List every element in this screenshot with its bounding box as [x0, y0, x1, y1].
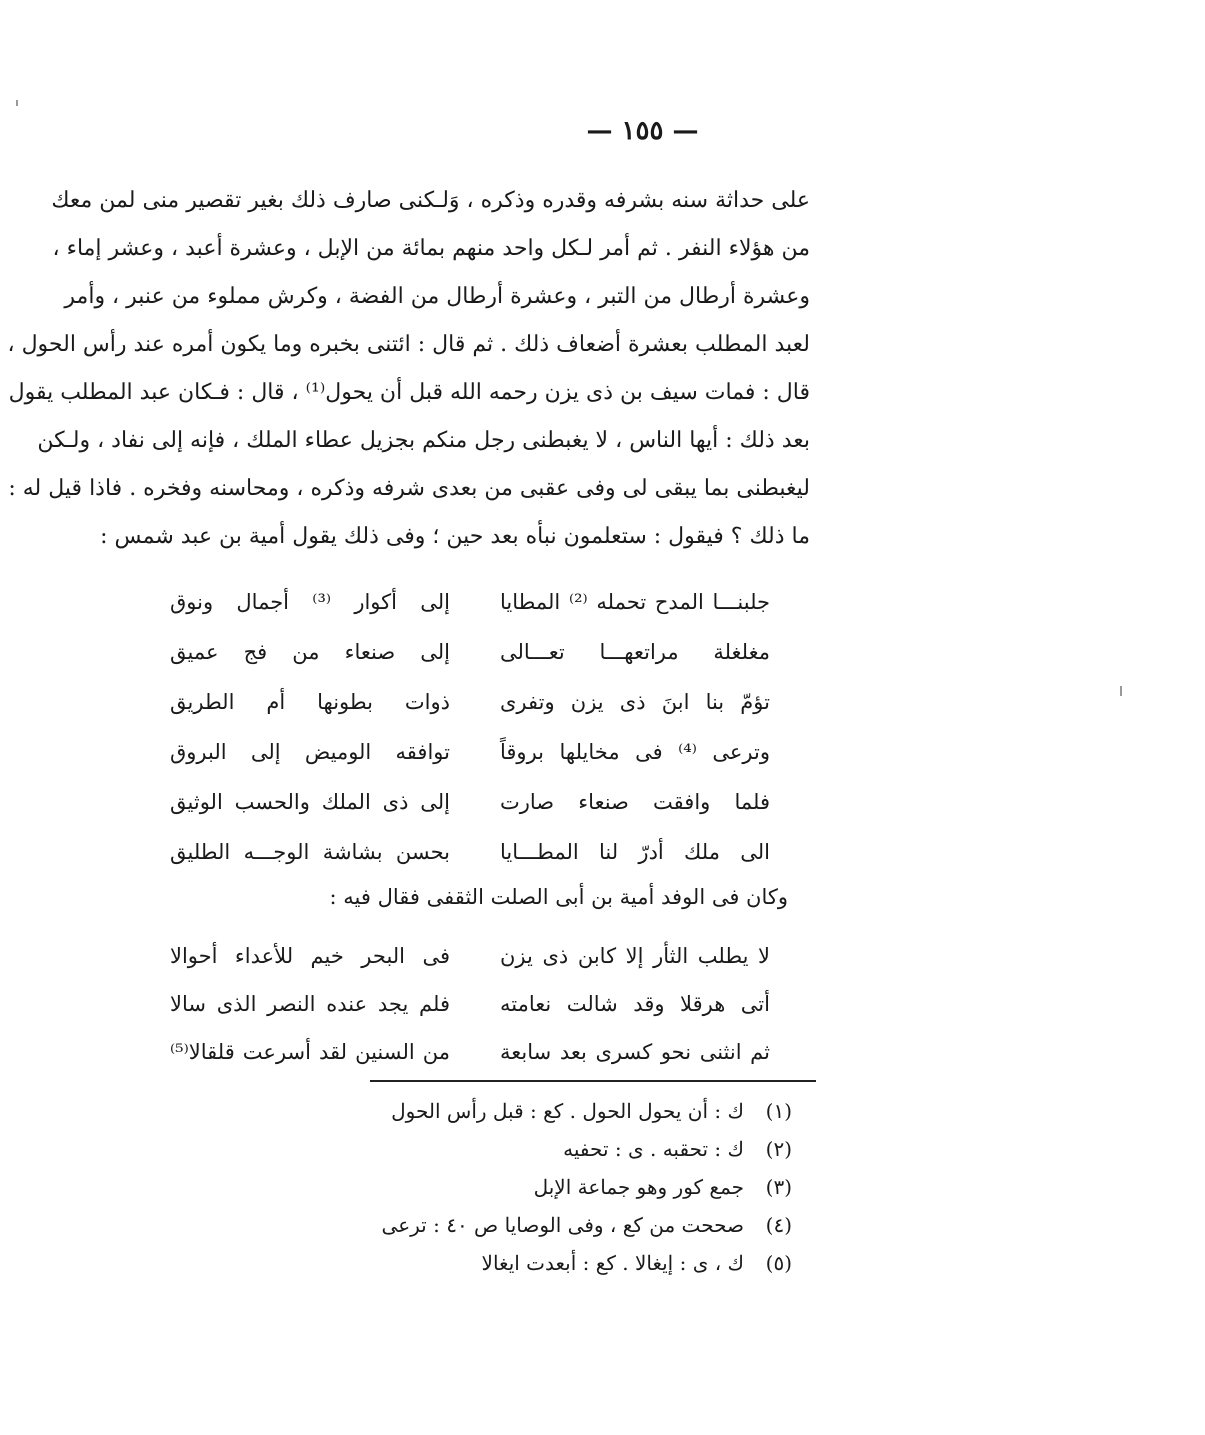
verse-first-hemistich: تؤمّ بنا ابنَ ذى يزن وتفرى: [500, 690, 770, 714]
footnote: [360, 1248, 792, 1278]
footnote-text: ك : أن يحول الحول . كع : قبل رأس الحول: [391, 1099, 744, 1123]
footnote-marker: (٢): [765, 1137, 792, 1161]
verse-first-hemistich: جلبنـــا المدح تحمله ⁽²⁾ المطايا: [500, 590, 771, 614]
verse: [170, 836, 770, 868]
verse: [170, 1036, 770, 1068]
poem-two-intro: وكان فى الوفد أمية بن أبى الصلت الثقفى فقال فيه :: [329, 885, 788, 909]
verse: [170, 786, 770, 818]
verse-second-hemistich: فلم يجد عنده النصر الذى سالا: [170, 992, 450, 1016]
page-number: — ١٥٥ —: [586, 116, 699, 146]
verse-second-hemistich: توافقه الوميض إلى البروق: [170, 740, 450, 764]
footnote: [360, 1134, 792, 1164]
verse: [170, 686, 770, 718]
prose-line: لعبد المطلب بعشرة أضعاف ذلك . ثم قال : ائتنى بخبره وما يكون أمره عند رأس الحول ،: [7, 332, 810, 357]
footnote-marker: (٣): [765, 1175, 792, 1199]
footnote-text: ك ، ى : إيغالا . كع : أبعدت ايغالا: [481, 1251, 744, 1275]
verse-first-hemistich: وترعى ⁽⁴⁾ فى مخايلها بروقاً: [500, 740, 770, 764]
verse-second-hemistich: ذوات بطونها أم الطريق: [170, 690, 450, 714]
prose-line: ما ذلك ؟ فيقول : ستعلمون نبأه بعد حين ؛ وفى ذلك يقول أمية بن عبد شمس :: [100, 524, 810, 549]
verse-second-hemistich: من السنين لقد أسرعت قلقالا⁽⁵⁾: [170, 1040, 450, 1064]
verse-second-hemistich: إلى أكوار ⁽³⁾ أجمال ونوق: [170, 590, 451, 614]
verse: [170, 636, 770, 668]
footnote-text: صححت من كع ، وفى الوصايا ص ٤٠ : ترعى: [381, 1213, 744, 1237]
verse-first-hemistich: لا يطلب الثأر إلا كابن ذى يزن: [500, 944, 770, 968]
prose-line: بعد ذلك : أيها الناس ، لا يغبطنى رجل منكم بجزيل عطاء الملك ، فإنه إلى نفاد ، ولـكن: [37, 428, 810, 453]
footnote-text: جمع كور وهو جماعة الإبل: [533, 1175, 744, 1199]
scan-speck: [1120, 686, 1122, 696]
footnote-text: ك : تحقبه . ى : تحفيه: [563, 1137, 744, 1161]
footnote-marker: (٥): [765, 1251, 792, 1275]
verse-second-hemistich: بحسن بشاشة الوجـــه الطليق: [170, 840, 450, 864]
footnote: [360, 1210, 792, 1240]
prose-line: قال : فمات سيف بن ذى يزن رحمه الله قبل أن يحول⁽¹⁾ ، قال : فـكان عبد المطلب يقول: [8, 380, 810, 405]
verse: [170, 736, 770, 768]
verse: [170, 940, 770, 972]
verse-second-hemistich: فى البحر خيم للأعداء أحوالا: [170, 944, 450, 968]
footnote-marker: (١): [765, 1099, 792, 1123]
prose-line: ليغبطنى بما يبقى لى وفى عقبى من بعدى شرفه وذكره ، ومحاسنه وفخره . فاذا قيل له :: [8, 476, 810, 501]
verse-first-hemistich: الى ملك أدرّ لنا المطـــايا: [500, 840, 770, 864]
prose-line: وعشرة أرطال من التبر ، وعشرة أرطال من الفضة ، وكرش مملوء من عنبر ، وأمر: [64, 284, 810, 309]
verse: [170, 988, 770, 1020]
verse-first-hemistich: فلما وافقت صنعاء صارت: [500, 790, 770, 814]
footnote-marker: (٤): [765, 1213, 792, 1237]
verse: [170, 586, 770, 618]
verse-first-hemistich: أتى هرقلا وقد شالت نعامته: [500, 992, 770, 1016]
verse-first-hemistich: ثم انثنى نحو كسرى بعد سابعة: [500, 1040, 770, 1064]
prose-line: من هؤلاء النفر . ثم أمر لـكل واحد منهم بمائة من الإبل ، وعشرة أعبد ، وعشر إماء ،: [52, 236, 810, 261]
verse-first-hemistich: مغلغلة مراتعهـــا تعـــالى: [500, 640, 770, 664]
footnote: [360, 1096, 792, 1126]
verse-second-hemistich: إلى صنعاء من فج عميق: [170, 640, 450, 664]
footnote-divider: [370, 1080, 816, 1082]
prose-line: على حداثة سنه بشرفه وقدره وذكره ، وَلـكنى صارف ذلك بغير تقصير منى لمن معك: [51, 188, 810, 213]
scan-speck: [16, 100, 18, 106]
footnote: [360, 1172, 792, 1202]
verse-second-hemistich: إلى ذى الملك والحسب الوثيق: [170, 790, 450, 814]
